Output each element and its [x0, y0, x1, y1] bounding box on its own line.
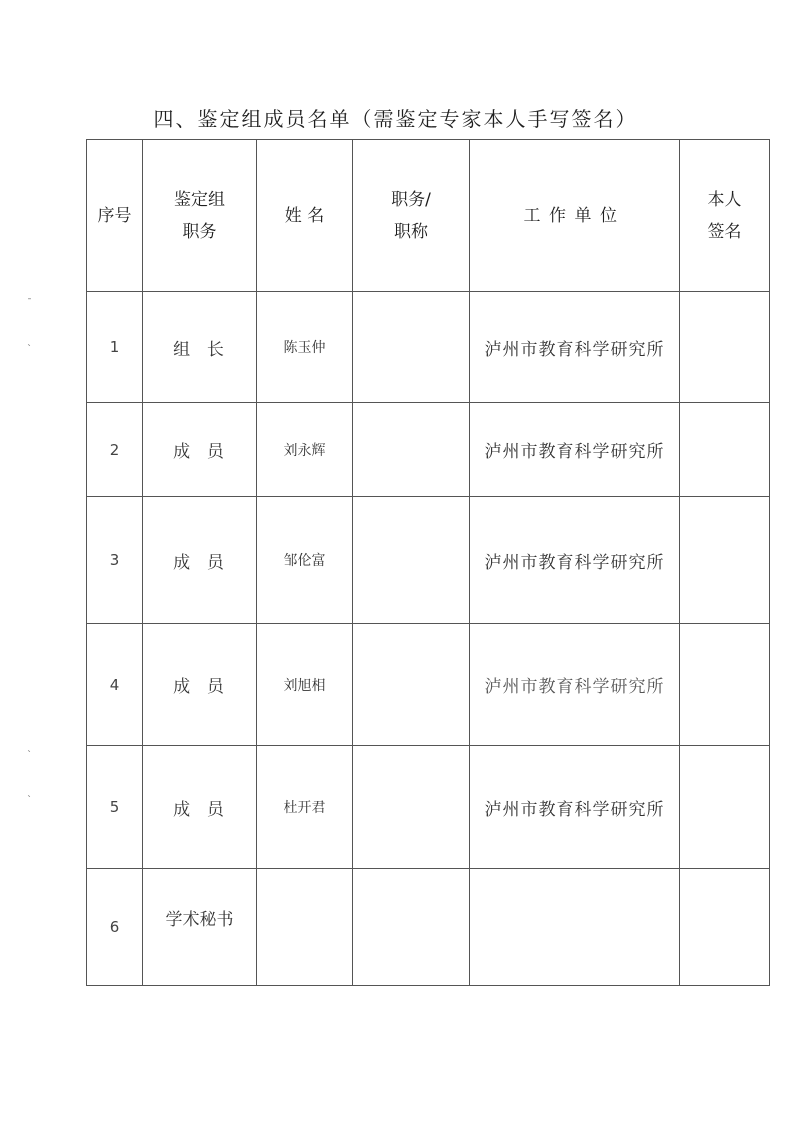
header-position: 职务/ 职称 — [353, 140, 470, 292]
cell-index: 1 — [87, 292, 143, 403]
cell-index: 5 — [87, 746, 143, 869]
cell-role: 学术秘书 — [143, 859, 257, 976]
cell-role: 组 长 — [143, 292, 257, 403]
table-row — [87, 746, 770, 869]
cell-signature — [680, 624, 770, 746]
cell-unit — [470, 869, 680, 986]
header-unit — [470, 140, 680, 292]
page-title: 四、鉴定组成员名单（需鉴定专家本人手写签名） — [153, 107, 638, 131]
cell-position — [353, 497, 470, 624]
scan-mark: ˋ — [27, 344, 32, 355]
cell-name: 陈玉仲 — [257, 292, 353, 403]
header-unit-label: 工作单位 — [523, 205, 626, 226]
cell-unit: 泸州市教育科学研究所 — [470, 403, 680, 497]
cell-index: 6 — [87, 869, 143, 986]
table-header-row — [87, 140, 770, 292]
cell-unit: 泸州市教育科学研究所 — [470, 292, 680, 403]
scan-mark: ˋ — [27, 750, 32, 761]
cell-unit: 泸州市教育科学研究所 — [470, 624, 680, 746]
cell-role: 成 员 — [143, 746, 257, 869]
cell-index: 2 — [87, 403, 143, 497]
table-row — [87, 292, 770, 403]
header-role: 鉴定组 职务 — [143, 140, 257, 292]
cell-index: 4 — [87, 624, 143, 746]
cell-role: 成 员 — [143, 624, 257, 746]
cell-role: 成 员 — [143, 497, 257, 624]
cell-signature — [680, 403, 770, 497]
committee-roster-table — [86, 139, 770, 986]
header-name: 姓 名 — [257, 140, 353, 292]
cell-position — [353, 746, 470, 869]
cell-position — [353, 624, 470, 746]
header-index: 序号 — [87, 140, 143, 292]
table-row — [87, 624, 770, 746]
cell-signature — [680, 497, 770, 624]
cell-position — [353, 869, 470, 986]
header-signature: 本人 签名 — [680, 140, 770, 292]
cell-signature — [680, 869, 770, 986]
cell-unit: 泸州市教育科学研究所 — [470, 746, 680, 869]
cell-name: 杜开君 — [257, 746, 353, 869]
cell-role: 成 员 — [143, 403, 257, 497]
table-row — [87, 497, 770, 624]
cell-signature — [680, 746, 770, 869]
cell-name: 邹伦富 — [257, 497, 353, 624]
scan-mark: ˉ — [27, 298, 32, 309]
cell-signature — [680, 292, 770, 403]
cell-position — [353, 403, 470, 497]
cell-name: 刘旭相 — [257, 624, 353, 746]
cell-position — [353, 292, 470, 403]
cell-name — [257, 869, 353, 986]
cell-unit: 泸州市教育科学研究所 — [470, 497, 680, 624]
table-row — [87, 869, 770, 986]
scan-mark: ˋ — [27, 795, 32, 806]
cell-index: 3 — [87, 497, 143, 624]
table-row — [87, 403, 770, 497]
cell-name: 刘永辉 — [257, 403, 353, 497]
